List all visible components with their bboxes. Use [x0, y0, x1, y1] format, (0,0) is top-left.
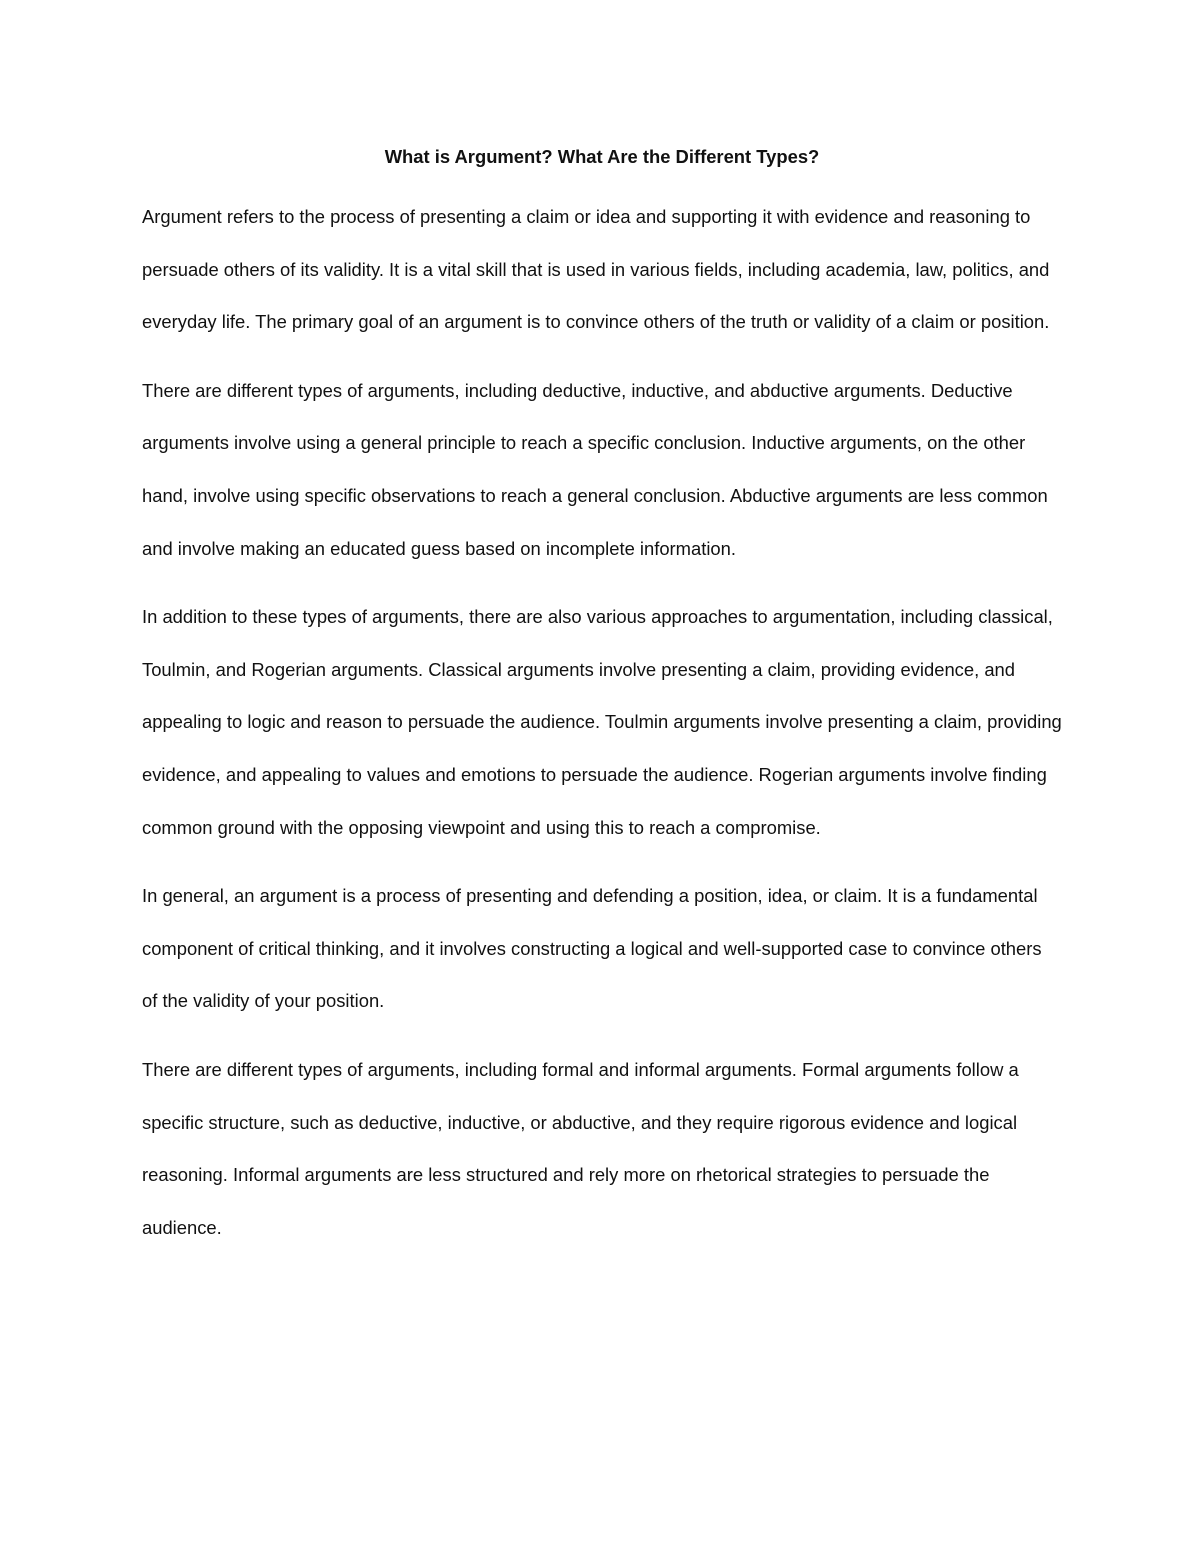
paragraph-1: Argument refers to the process of presenting a claim or idea and supporting it with evidence and reasoning to persuade others of its validity. It is a vital skill that is used in various fields, including academia, law, politics, and everyday life. The primary goal of an argument is to convince others of the truth or validity of a claim or position. — [142, 206, 1050, 333]
paragraph-4: In general, an argument is a process of presenting and defending a position, idea, or claim. It is a fundamental component of critical thinking, and it involves constructing a logical and well-supported case to convince others of the validity of your position. — [142, 885, 1042, 1012]
paragraph-2: There are different types of arguments, including deductive, inductive, and abductive arguments. Deductive arguments involve using a general principle to reach a specific conclusion. Inductive arguments, on the other hand, involve using specific observations to reach a general conclusion. Abductive arguments are less common and involve making an educated guess based on incomplete information. — [142, 379, 1048, 559]
document-title: What is Argument? What Are the Different Types? — [384, 146, 820, 167]
document-body — [142, 141, 1062, 1254]
paragraph-3: In addition to these types of arguments, there are also various approaches to argumentation, including classical, Toulmin, and Rogerian arguments. Classical arguments involve presenting a claim, providing evidence, and appealing to logic and reason to persuade the audience. Toulmin arguments involve presenting a claim, providing evidence, and appealing to values and emotions to persuade the audience. Rogerian arguments involve finding common ground with the opposing viewpoint and using this to reach a compromise. — [142, 606, 1062, 838]
paragraph-5: There are different types of arguments, including formal and informal arguments. Formal arguments follow a specific structure, such as deductive, inductive, or abductive, and they require rigorous evidence and logical reasoning. Informal arguments are less structured and rely more on rhetorical strategies to persuade the audience. — [142, 1058, 1019, 1238]
